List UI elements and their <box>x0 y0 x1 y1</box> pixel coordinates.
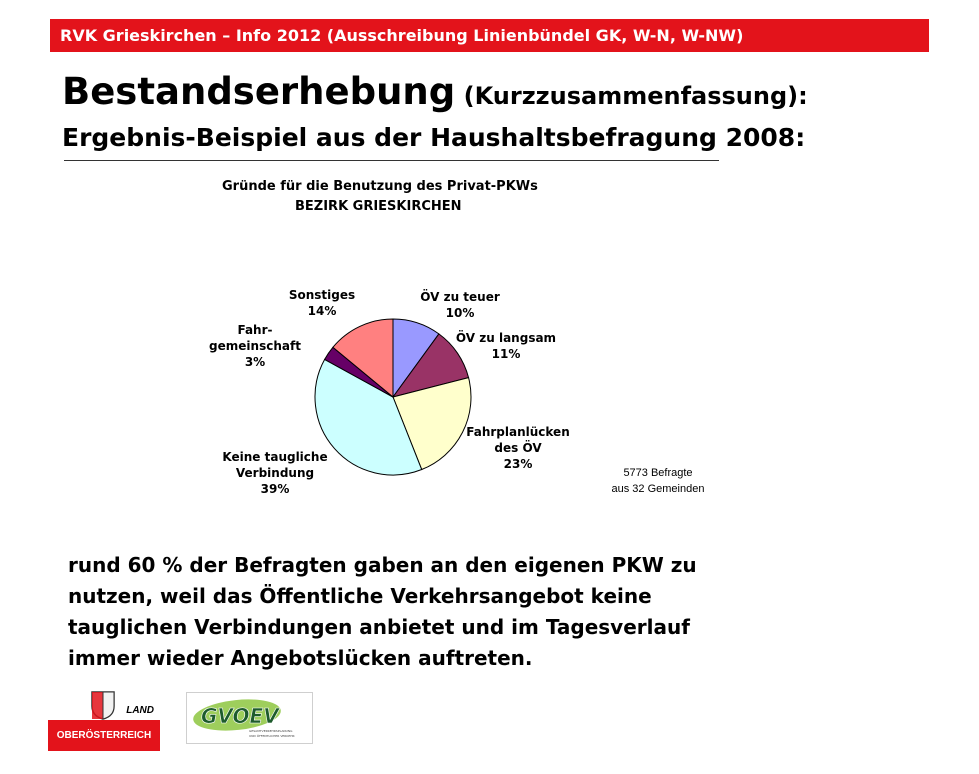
chart-subtitle: BEZIRK GRIESKIRCHEN <box>295 199 462 214</box>
slice-label-ov-zu-teuer: ÖV zu teuer 10% <box>420 290 500 320</box>
title-main: Bestandserhebung <box>62 70 456 113</box>
title-divider <box>64 160 719 161</box>
page-subtitle: Ergebnis-Beispiel aus der Haushaltsbefragung 2008: <box>62 123 806 152</box>
pie-chart <box>200 170 760 510</box>
summary-line: tauglichen Verbindungen anbietet und im Tagesverlauf <box>68 615 690 639</box>
gvoev-logo-art <box>187 693 312 743</box>
gvoev-tagline: GESAMTVERKEHRSPLANUNG <box>249 729 293 733</box>
summary-line: rund 60 % der Befragten gaben an den eigenen PKW zu <box>68 553 697 577</box>
logo-land-word: LAND <box>126 705 154 716</box>
logo-land-name: OBERÖSTERREICH <box>48 720 160 751</box>
slice-label-keine-taugliche-verbindung: Keine taugliche Verbindung 39% <box>222 450 328 496</box>
slice-label-fahrplanlucken-des-ov: Fahrplanlücken des ÖV 23% <box>466 425 570 471</box>
gvoev-tagline: UND ÖFFENTLICHER VERKEHR <box>249 734 295 738</box>
chart-title: Gründe für die Benutzung des Privat-PKWs <box>222 179 538 194</box>
gvoev-wordmark: GVOEV <box>201 704 279 728</box>
slice-label-ov-zu-langsam: ÖV zu langsam 11% <box>455 331 557 361</box>
title-paren: (Kurzzusammenfassung): <box>455 82 808 110</box>
slice-label-sonstiges: Sonstiges 14% <box>288 288 356 318</box>
summary-line: nutzen, weil das Öffentliche Verkehrsangebot keine <box>68 584 652 608</box>
slice-label-fahr-gemeinschaft: Fahr-gemeinschaft 3% <box>209 323 301 369</box>
coat-of-arms-icon <box>88 688 118 720</box>
summary-line: immer wieder Angebotslücken auftreten. <box>68 646 533 670</box>
summary-text <box>68 550 808 674</box>
page-title <box>62 70 808 113</box>
land-oberoesterreich-logo <box>48 686 160 751</box>
gvoev-logo <box>186 692 313 744</box>
header-bar: RVK Grieskirchen – Info 2012 (Ausschreibung Linienbündel GK, W-N, W-NW) <box>50 19 929 52</box>
sample-note-line: 5773 Befragte <box>623 467 693 479</box>
sample-note-line: aus 32 Gemeinden <box>611 483 705 495</box>
